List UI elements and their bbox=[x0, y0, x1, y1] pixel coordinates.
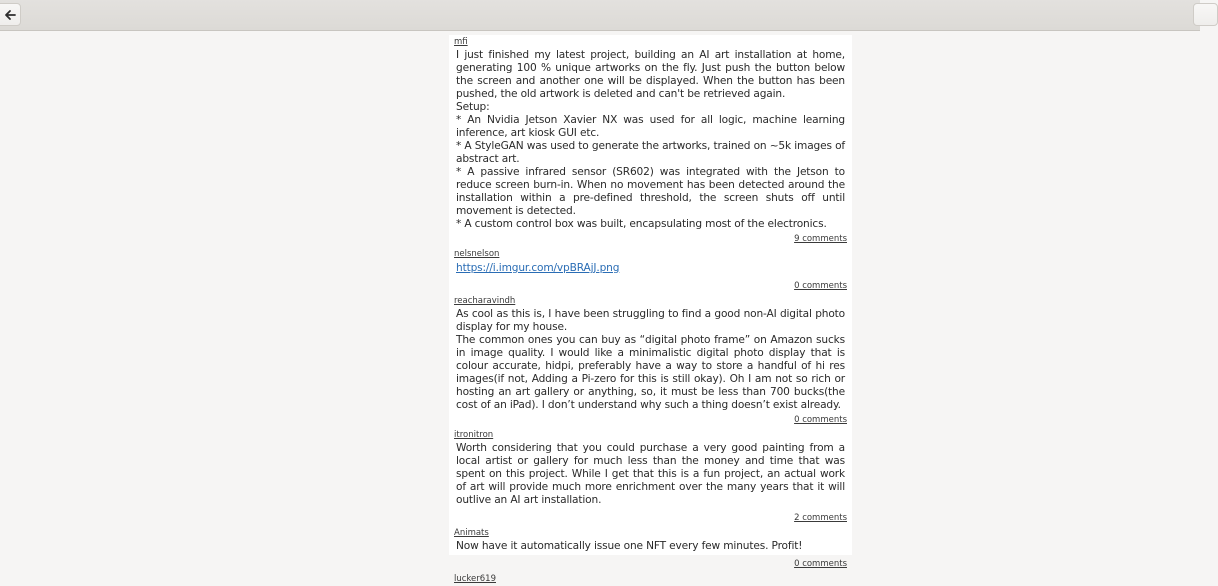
post-paragraph: Setup: bbox=[456, 101, 490, 113]
post bbox=[454, 247, 847, 294]
post-username[interactable]: Animats bbox=[454, 528, 489, 538]
menu-button[interactable] bbox=[1193, 3, 1218, 26]
post-paragraph: * A custom control box was built, encapsulating most of the electronics. bbox=[456, 218, 827, 230]
back-button[interactable] bbox=[0, 3, 21, 26]
post bbox=[454, 35, 847, 247]
post-username[interactable]: reacharavindh bbox=[454, 296, 516, 306]
post-paragraph: * An Nvidia Jetson Xavier NX was used for all logic, machine learning inference, art kiosk GUI etc. bbox=[456, 114, 845, 139]
post-username[interactable]: itronitron bbox=[454, 430, 494, 440]
image-link[interactable]: https://i.imgur.com/vpBRAjJ.png bbox=[456, 262, 620, 274]
post-paragraph: The common ones you can buy as “digital photo frame” on Amazon sucks in image quality. I would like a minimalistic digital photo display that is colour accurate, hidpi, preferably have a way to store a handful of hi res images(if not, Adding a Pi-zero for this is still okay). Oh I am not so rich or hosting an art gallery or anything, so, it must be less than 700 bucks(the cost of an iPad). I don’t understand why such a thing doesn’t exist already. bbox=[456, 334, 845, 411]
header-bar bbox=[0, 0, 1200, 31]
post bbox=[454, 428, 847, 526]
post-paragraph: Now have it automatically issue one NFT every few minutes. Profit! bbox=[456, 540, 803, 552]
comments-link[interactable]: 0 comments bbox=[794, 559, 847, 569]
post-paragraph: Worth considering that you could purchase a very good painting from a local artist or gallery for much less than the money and time that was spent on this project. While I get that this is a fun project, an actual work of art will provide much more enrichment over the many years that it will outlive an AI art installation. bbox=[456, 442, 845, 506]
comments-link[interactable]: 2 comments bbox=[794, 513, 847, 523]
post-body bbox=[454, 261, 847, 275]
post-body bbox=[454, 49, 847, 231]
post-paragraph: As cool as this is, I have been struggling to find a good non-AI digital photo display for my house. bbox=[456, 308, 845, 333]
post-paragraph: * A StyleGAN was used to generate the artworks, trained on ~5k images of abstract art. bbox=[456, 140, 845, 165]
arrow-left-icon bbox=[1, 5, 16, 24]
post-paragraph: * A passive infrared sensor (SR602) was integrated with the Jetson to reduce screen burn-in. When no movement has been detected around the installation within a pre-defined threshold, the screen shuts off until movement is detected. bbox=[456, 166, 845, 217]
post bbox=[454, 572, 847, 586]
post bbox=[454, 526, 847, 572]
post-paragraph: I just finished my latest project, building an AI art installation at home, generating 100 % unique artworks on the fly. Just push the button below the screen and another one will be displayed. When the button has been pushed, the old artwork is deleted and can't be retrieved again. bbox=[456, 49, 845, 100]
comments-link[interactable]: 9 comments bbox=[794, 234, 847, 244]
post-body bbox=[454, 308, 847, 412]
comments-link[interactable]: 0 comments bbox=[794, 415, 847, 425]
post-body bbox=[454, 442, 847, 507]
post-username[interactable]: nelsnelson bbox=[454, 249, 500, 259]
comments-link[interactable]: 0 comments bbox=[794, 281, 847, 291]
post bbox=[454, 294, 847, 428]
post-username[interactable]: lucker619 bbox=[454, 574, 496, 584]
post-body bbox=[454, 540, 847, 553]
post-username[interactable]: mfi bbox=[454, 37, 468, 47]
comment-thread bbox=[449, 35, 852, 584]
